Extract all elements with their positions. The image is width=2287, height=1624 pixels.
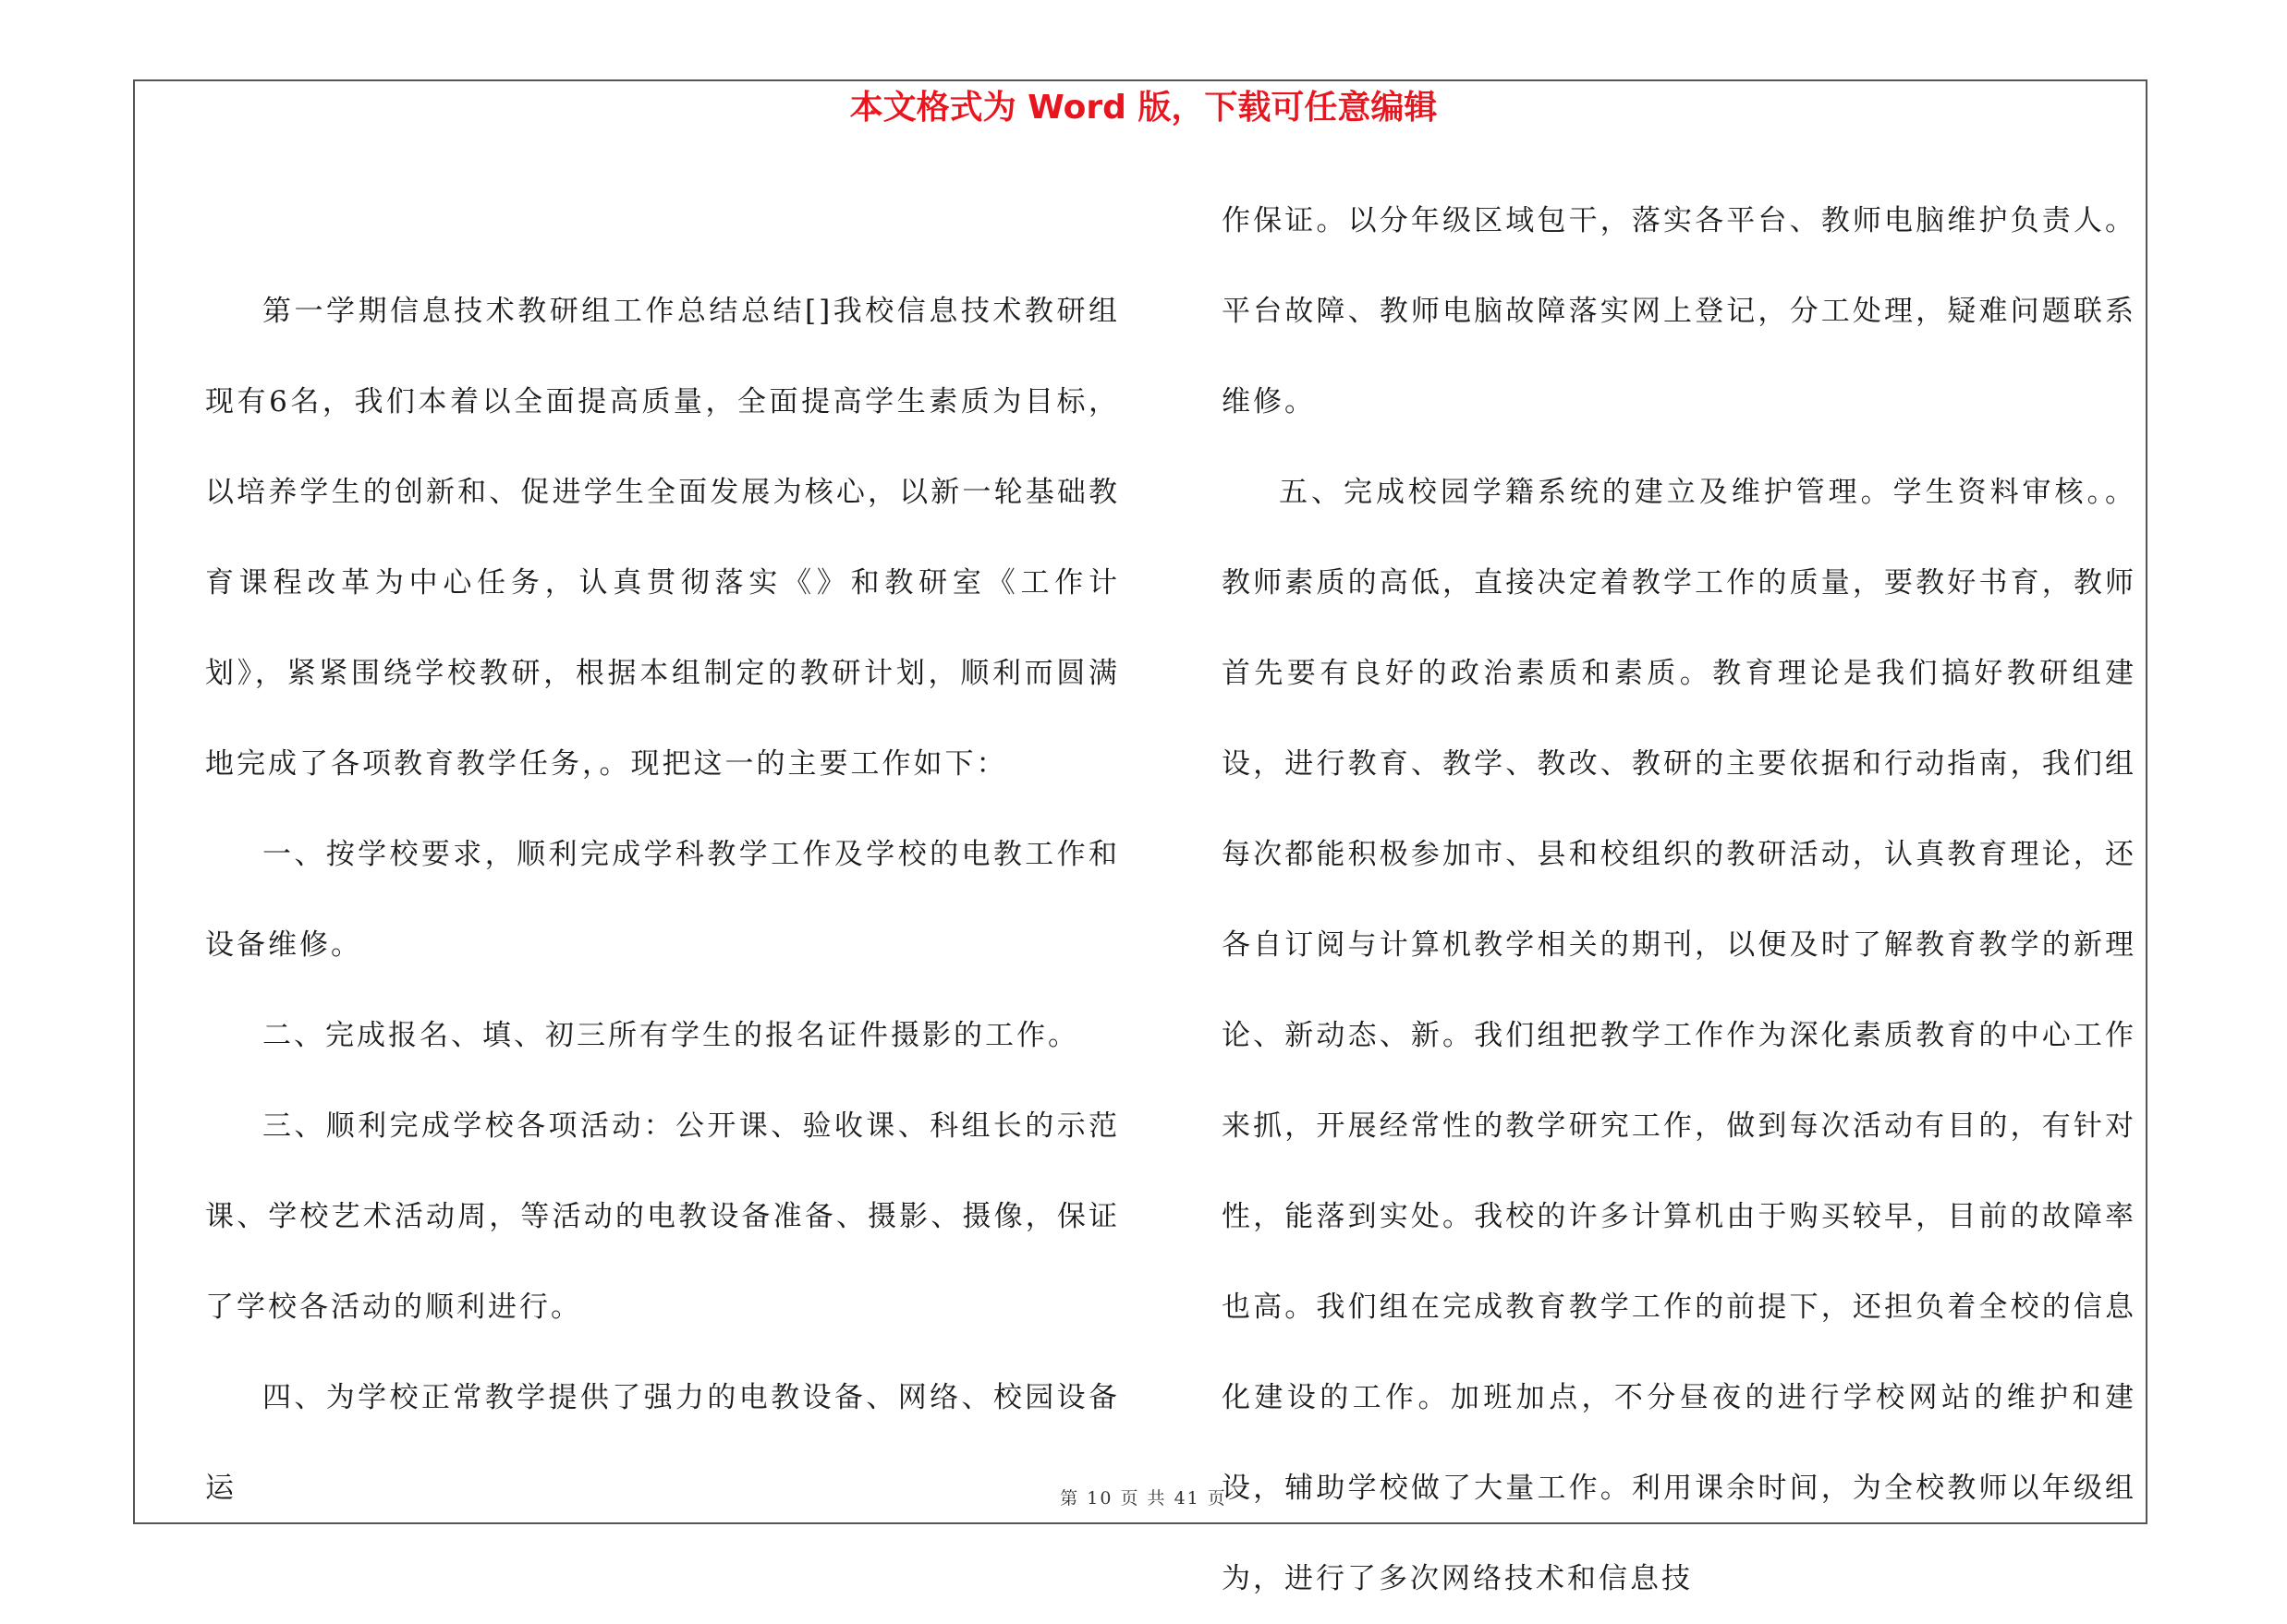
paragraph-item-3: 三、顺利完成学校各项活动：公开课、验收课、科组长的示范课、学校艺术活动周，等活动的电教设备准备、摄影、摄像，保证了学校各活动的顺利进行。: [205, 1109, 1120, 1324]
paragraph-item-4-continued: 作保证。以分年级区域包干，落实各平台、教师电脑维护负责人。平台故障、教师电脑故障落实网上登记，分工处理，疑难问题联系维修。: [1222, 204, 2136, 418]
footer-prefix: 第: [1060, 1488, 1080, 1509]
word-format-banner: 本文格式为 Word 版，下载可任意编辑: [849, 89, 1438, 127]
footer-page-number: 10: [1087, 1488, 1113, 1509]
footer-middle: 页 共: [1120, 1488, 1167, 1509]
right-column: [1222, 176, 2136, 1624]
paragraph-item-1: 一、按学校要求，顺利完成学科教学工作及学校的电教工作和设备维修。: [205, 838, 1120, 962]
footer-total-pages: 41: [1174, 1488, 1200, 1509]
paragraph-item-5: 五、完成校园学籍系统的建立及维护管理。学生资料审核。。教师素质的高低，直接决定着教学工作的质量，要教好书育，教师首先要有良好的政治素质和素质。教育理论是我们搞好教研组建设，进行教育、教学、教改、教研的主要依据和行动指南，我们组每次都能积极参加市、县和校组织的教研活动，认真教育理论，还各自订阅与计算机教学相关的期刊，以便及时了解教育教学的新理论、新动态、新。我们组把教学工作作为深化素质教育的中心工作来抓，开展经常性的教学研究工作，做到每次活动有目的，有针对性，能落到实处。我校的许多计算机由于购买较早，目前的故障率也高。我们组在完成教育教学工作的前提下，还担负着全校的信息化建设的工作。加班加点，不分昼夜的进行学校网站的维护和建设，辅助学校做了大量工作。利用课余时间，为全校教师以年级组为，进行了多次网络技术和信息技: [1222, 476, 2136, 1595]
paragraph-intro: 第一学期信息技术教研组工作总结总结[]我校信息技术教研组现有6名，我们本着以全面提高质量，全面提高学生素质为目标，以培养学生的创新和、促进学生全面发展为核心，以新一轮基础教育课程改革为中心任务，认真贯彻落实《》和教研室《工作计划》，紧紧围绕学校教研，根据本组制定的教研计划，顺利而圆满地完成了各项教育教学任务，。现把这一的主要工作如下：: [205, 295, 1120, 781]
page-footer: [0, 1485, 2287, 1511]
paragraph-item-4: 四、为学校正常教学提供了强力的电教设备、网络、校园设备运: [205, 1381, 1120, 1505]
footer-suffix: 页: [1207, 1488, 1227, 1509]
paragraph-item-2: 二、完成报名、填、初三所有学生的报名证件摄影的工作。: [262, 1019, 1079, 1052]
left-column: [205, 266, 1120, 1533]
